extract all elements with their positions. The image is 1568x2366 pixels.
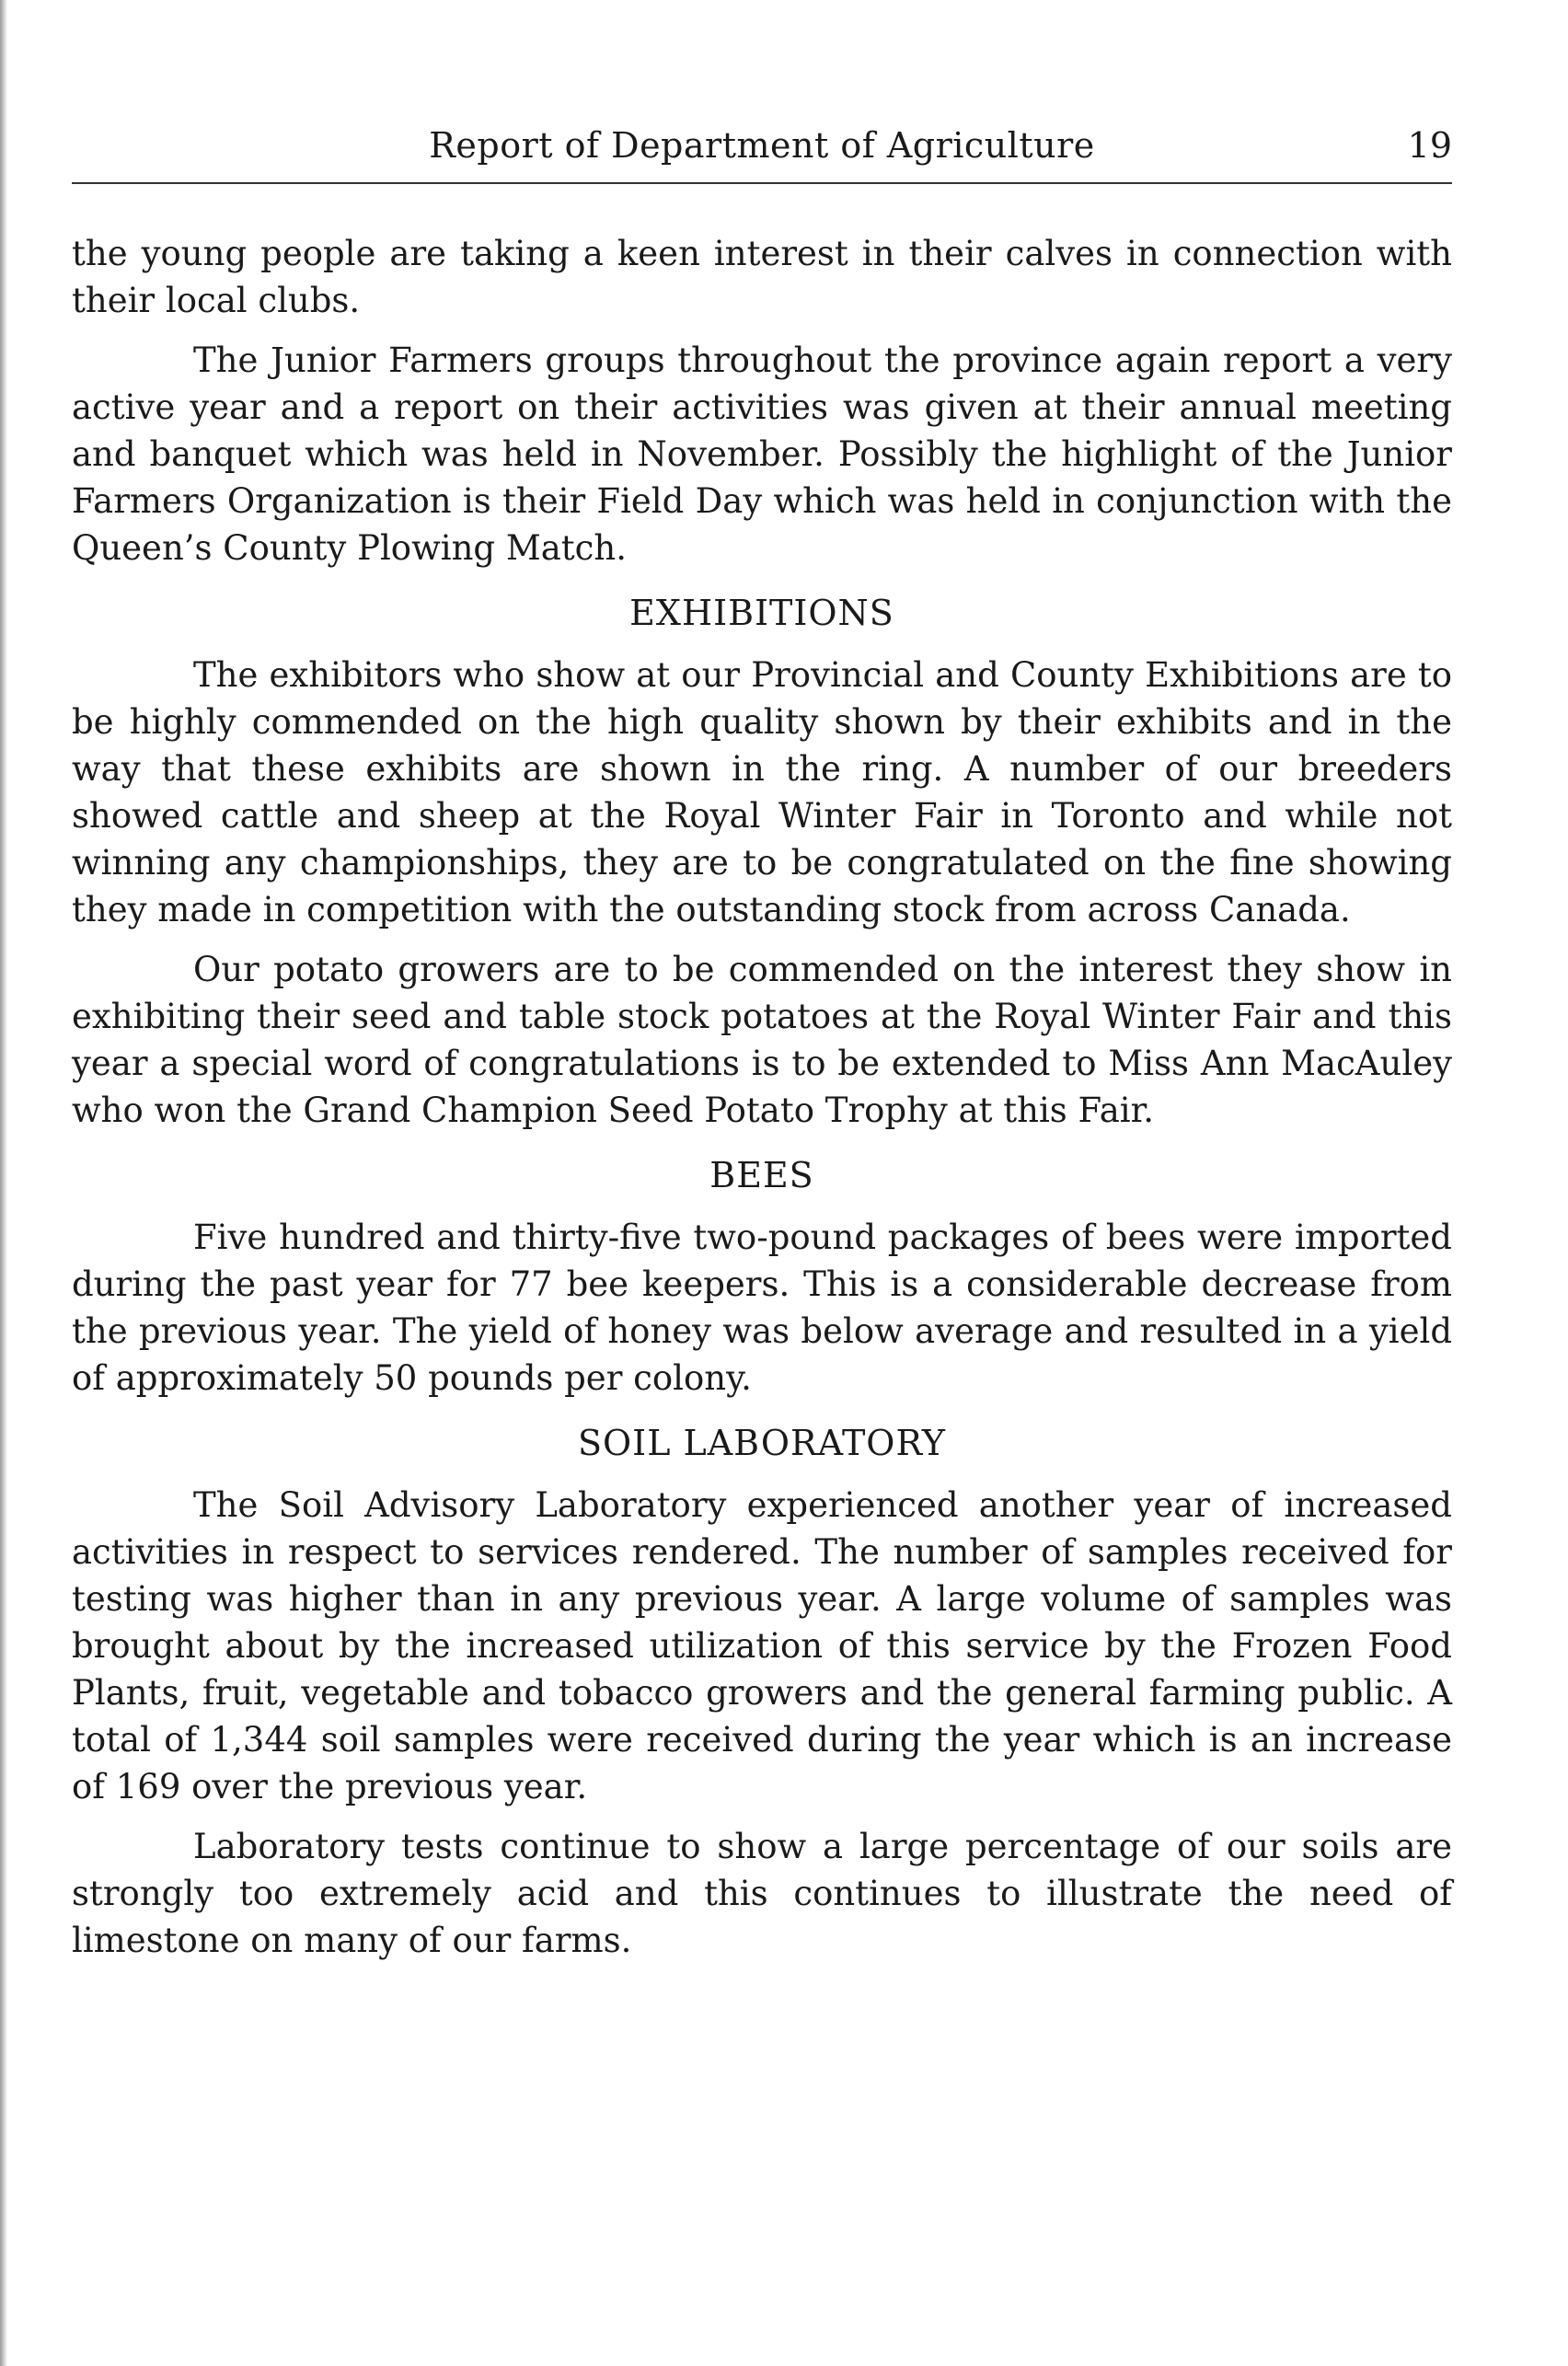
header-title: Report of Department of Agriculture <box>429 125 1095 166</box>
paragraph-laboratory-tests: Laboratory tests continue to show a large percentage of our soils are strongly too extremely acid and this continues to illustrate the need of limestone on many of our farms. <box>72 1827 1452 1960</box>
header-rule <box>72 182 1452 184</box>
running-header <box>72 118 1452 173</box>
page-spine-shadow <box>0 0 7 2366</box>
page-number: 19 <box>1407 125 1452 166</box>
body-text <box>72 230 1452 1977</box>
heading-soil-laboratory: SOIL LABORATORY <box>578 1423 946 1463</box>
heading-bees: BEES <box>709 1155 814 1195</box>
paragraph-junior-farmers: The Junior Farmers groups throughout the province again report a very active year and a report on their activities was given at their annual meeting and banquet which was held in November. Possibly the highlight of the Junior Farmers Organization is their Field Day which was held in conjunction with the Queen’s County Plowing Match. <box>72 340 1452 568</box>
paragraph-bees: Five hundred and thirty-five two-pound packages of bees were imported during the past year for 77 bee keepers. This is a considerable decrease from the previous year. The yield of honey was below average and resulted in a yield of approximately 50 pounds per colony. <box>72 1218 1452 1398</box>
paragraph-soil-advisory: The Soil Advisory Laboratory experienced another year of increased activities in respect to services rendered. The number of samples received for testing was higher than in any previous year. A large volume of samples was brought about by the increased utilization of this service by the Frozen Food Plants, fruit, vegetable and tobacco growers and the general farming public. A total of 1,344 soil samples were received during the year which is an increase of 169 over the previous year. <box>72 1485 1452 1806</box>
heading-exhibitions: EXHIBITIONS <box>629 593 894 633</box>
paragraph-exhibitors: The exhibitors who show at our Provincial and County Exhibitions are to be highly commended on the high quality shown by their exhibits and in the way that these exhibits are shown in the ring. A number of our breeders showed cattle and sheep at the Royal Winter Fair in Toronto and while not winning any championships, they are to be congratulated on the fine showing they made in competition with the outstanding stock from across Canada. <box>72 655 1452 929</box>
paragraph-continuation: the young people are taking a keen interest in their calves in connection with their local clubs. <box>72 234 1452 320</box>
paragraph-potato-growers: Our potato growers are to be commended on the interest they show in exhibiting their seed and table stock potatoes at the Royal Winter Fair and this year a special word of congratulations is to be extended to Miss Ann MacAuley who won the Grand Champion Seed Potato Trophy at this Fair. <box>72 950 1452 1130</box>
